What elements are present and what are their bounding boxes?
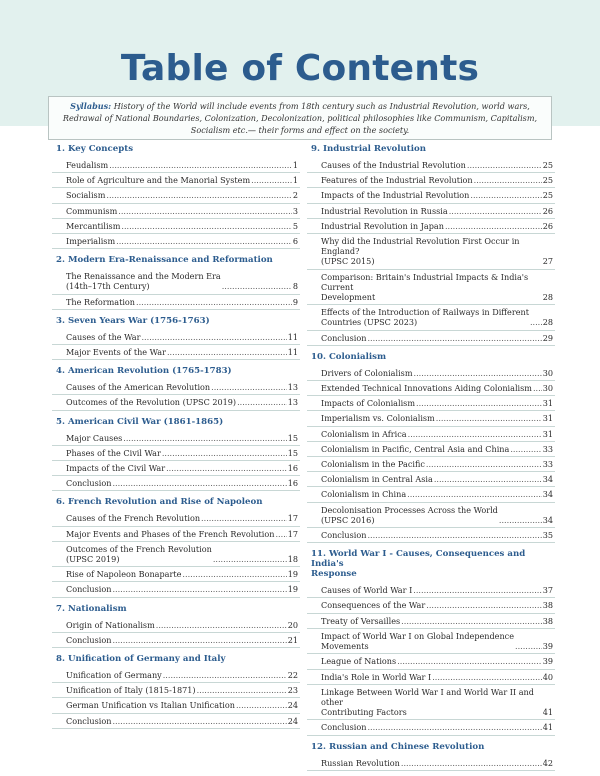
toc-entry[interactable]	[307, 457, 555, 472]
entry-title: Phases of the Civil War	[66, 447, 161, 458]
entry-title: Major Events and Phases of the French Revolution	[66, 528, 275, 539]
toc-entry[interactable]	[307, 396, 555, 411]
entry-title: Unification of Germany	[66, 670, 162, 681]
toc-entry[interactable]	[307, 366, 555, 381]
toc-left-column	[52, 144, 300, 735]
chapter-heading[interactable]: 2. Modern Era-Renaissance and Reformation	[56, 255, 273, 266]
entry-title: Extended Technical Innovations Aiding Colonialism	[321, 383, 532, 394]
entry-title: Causes of World War I	[321, 585, 413, 596]
entry-page-number: 25	[542, 190, 553, 201]
dot-leader	[121, 221, 291, 231]
dot-leader	[156, 620, 287, 630]
entry-title: Unification of Italy (1815-1871)	[66, 685, 196, 696]
entry-page-number: 28	[542, 292, 553, 303]
toc-entry[interactable]	[52, 567, 300, 582]
toc-entry[interactable]	[52, 219, 300, 234]
dot-leader	[367, 530, 541, 540]
entry-title: Causes of the French Revolution	[66, 513, 201, 524]
dot-leader	[367, 333, 541, 343]
entry-page-number: 24	[287, 700, 298, 711]
chapter	[307, 549, 555, 735]
entry-page-number: 42	[542, 757, 553, 768]
toc-right-column	[307, 144, 555, 776]
toc-entry[interactable]	[52, 269, 300, 294]
toc-entry[interactable]	[307, 411, 555, 426]
dot-leader	[449, 206, 542, 216]
entry-page-number: 2	[292, 190, 298, 201]
dot-leader	[251, 175, 292, 185]
toc-entry[interactable]	[307, 270, 555, 306]
entry-title: Why did the Industrial Revolution First Occur in England? (UPSC 2015)	[321, 236, 520, 267]
dot-leader	[118, 206, 292, 216]
chapter	[52, 604, 300, 648]
entry-title: Treaty of Versailles	[321, 615, 401, 626]
toc-entry[interactable]	[307, 158, 555, 173]
entry-title: Causes of the Industrial Revolution	[321, 160, 466, 170]
entry-title: Major Events of the War	[66, 347, 166, 358]
entry-title: Features of the Industrial Revolution	[321, 175, 473, 186]
dot-leader	[116, 236, 292, 246]
entry-title: German Unification vs Italian Unification	[66, 700, 235, 711]
dot-leader	[470, 190, 541, 200]
toc-entry[interactable]	[52, 582, 300, 597]
dot-leader	[109, 160, 292, 170]
toc-entry[interactable]	[52, 158, 300, 173]
chapter	[52, 654, 300, 729]
toc-entry[interactable]	[52, 295, 300, 310]
entry-page-number: 26	[542, 220, 553, 231]
dot-leader	[434, 474, 542, 484]
syllabus-text: History of the World will include events from 18th century such as Industrial Revolution, world wars, Redrawal of National Boundaries, Colonization, Decolonization, political philosophies like Communism, Capitalism, Socialism etc.— their forms and effect on the society.	[62, 101, 538, 135]
toc-entry[interactable]	[307, 381, 555, 396]
entry-page-number: 13	[287, 397, 298, 408]
dot-leader	[275, 529, 286, 539]
toc-entry[interactable]	[307, 188, 555, 203]
entry-title: Drivers of Colonialism	[321, 367, 413, 378]
dot-leader	[533, 383, 542, 393]
dot-leader	[211, 382, 287, 392]
entry-title: Causes of the American Revolution	[66, 382, 211, 393]
dot-leader	[426, 600, 541, 610]
toc-entry[interactable]	[307, 629, 555, 654]
dot-leader	[106, 190, 291, 200]
toc-entry[interactable]	[307, 331, 555, 346]
entry-page-number: 3	[292, 205, 298, 216]
dot-leader	[167, 347, 287, 357]
entry-title: Imperialism vs. Colonialism	[321, 413, 435, 424]
toc-entry[interactable]	[307, 427, 555, 442]
toc-entry[interactable]	[307, 720, 555, 735]
entry-title: Impacts of the Civil War	[66, 463, 166, 474]
dot-leader	[112, 584, 286, 594]
entry-page-number: 29	[542, 332, 553, 343]
entry-page-number: 11	[287, 347, 298, 358]
toc-entry[interactable]	[307, 670, 555, 685]
entry-page-number: 39	[542, 656, 553, 667]
toc-entry[interactable]	[307, 173, 555, 188]
chapter	[52, 255, 300, 310]
dot-leader	[474, 175, 542, 185]
dot-leader	[163, 670, 287, 680]
dot-leader	[416, 398, 542, 408]
entry-page-number: 34	[542, 514, 553, 525]
entry-page-number: 33	[542, 459, 553, 470]
entry-page-number: 6	[292, 236, 298, 247]
entry-title: The Reformation	[66, 296, 136, 307]
toc-entry[interactable]	[52, 431, 300, 446]
entry-page-number: 19	[287, 569, 298, 580]
dot-leader	[112, 635, 286, 645]
toc-entry[interactable]	[307, 204, 555, 219]
entry-title: Impacts of Colonialism	[321, 398, 415, 409]
page-title: Table of Contents	[120, 48, 480, 89]
entry-title: Decolonisation Processes Across the World (UPSC 2016)	[321, 504, 498, 525]
entry-title: Conclusion	[66, 715, 112, 726]
chapter	[307, 144, 555, 346]
entry-page-number: 5	[292, 220, 298, 231]
dot-leader	[237, 397, 287, 407]
dot-leader	[136, 297, 292, 307]
toc-entry[interactable]	[307, 654, 555, 669]
entry-page-number: 41	[542, 707, 553, 718]
entry-title: Causes of the War	[66, 331, 141, 342]
dot-leader	[499, 515, 542, 525]
entry-page-number: 30	[542, 383, 553, 394]
dot-leader	[401, 758, 542, 768]
entry-page-number: 34	[542, 489, 553, 500]
dot-leader	[112, 478, 286, 488]
entry-page-number: 18	[287, 554, 298, 565]
entry-page-number: 28	[542, 317, 553, 328]
entry-title: Industrial Revolution in Russia	[321, 205, 448, 216]
dot-leader	[141, 332, 286, 342]
entry-title: Colonialism in Central Asia	[321, 474, 433, 485]
toc-entry[interactable]	[52, 698, 300, 713]
entry-page-number: 33	[542, 443, 553, 454]
toc-entry[interactable]	[52, 714, 300, 729]
entry-page-number: 38	[542, 600, 553, 611]
toc-entry[interactable]	[307, 685, 555, 721]
entry-title: Role of Agriculture and the Manorial System	[66, 175, 251, 186]
toc-entry[interactable]	[52, 330, 300, 345]
dot-leader	[467, 160, 542, 170]
entry-page-number: 37	[542, 585, 553, 596]
entry-title: Impacts of the Industrial Revolution	[321, 190, 470, 201]
toc-entry[interactable]	[52, 234, 300, 249]
entry-title: Industrial Revolution in Japan	[321, 220, 444, 231]
toc-entry[interactable]	[52, 476, 300, 491]
toc-entry[interactable]	[52, 527, 300, 542]
entry-page-number: 25	[542, 160, 553, 170]
entry-page-number: 11	[287, 331, 298, 342]
dot-leader	[407, 489, 542, 499]
dot-leader	[414, 368, 542, 378]
entry-page-number: 17	[287, 513, 298, 524]
toc-entry[interactable]	[52, 542, 300, 567]
chapter-heading[interactable]: 4. American Revolution (1765-1783)	[56, 366, 232, 377]
entry-page-number: 8	[292, 281, 298, 292]
entry-page-number: 41	[542, 722, 553, 733]
dot-leader	[413, 585, 541, 595]
toc-entry[interactable]	[307, 487, 555, 502]
entry-page-number: 16	[287, 478, 298, 489]
toc-entry[interactable]	[307, 472, 555, 487]
dot-leader	[222, 281, 292, 291]
dot-leader	[201, 513, 287, 523]
dot-leader	[182, 569, 286, 579]
dot-leader	[112, 716, 286, 726]
entry-title: Colonialism in Africa	[321, 428, 407, 439]
chapter-heading[interactable]: 6. French Revolution and Rise of Napoleon	[56, 497, 263, 508]
entry-title: Conclusion	[321, 332, 367, 343]
entry-page-number: 1	[292, 160, 298, 170]
syllabus-box	[48, 96, 552, 140]
entry-title: Linkage Between World War I and World War II and other Contributing Factors	[321, 686, 534, 718]
dot-leader	[445, 221, 542, 231]
entry-title: The Renaissance and the Modern Era (14th–17th Century)	[66, 271, 221, 292]
entry-title: Colonialism in Pacific, Central Asia and China	[321, 443, 510, 454]
toc-entry[interactable]	[307, 234, 555, 270]
entry-title: Conclusion	[66, 634, 112, 645]
dot-leader	[510, 444, 541, 454]
toc-entry[interactable]	[52, 204, 300, 219]
entry-page-number: 38	[542, 615, 553, 626]
chapter-heading[interactable]: 1. Key Concepts	[56, 144, 134, 154]
toc-entry[interactable]	[52, 395, 300, 410]
entry-page-number: 15	[287, 432, 298, 443]
dot-leader	[426, 459, 542, 469]
toc-entry[interactable]	[307, 503, 555, 528]
toc-entry[interactable]	[52, 668, 300, 683]
entry-page-number: 23	[287, 685, 298, 696]
entry-page-number: 31	[542, 413, 553, 424]
toc-entry[interactable]	[52, 173, 300, 188]
entry-title: Outcomes of the French Revolution (UPSC 2019)	[66, 543, 212, 565]
entry-page-number: 20	[287, 619, 298, 630]
toc-entry[interactable]	[307, 305, 555, 330]
toc-entry[interactable]	[52, 446, 300, 461]
chapter-heading[interactable]: 9. Industrial Revolution	[311, 144, 426, 154]
chapter-heading[interactable]: 12. Russian and Chinese Revolution	[311, 741, 485, 752]
entry-page-number: 30	[542, 367, 553, 378]
entry-title: Comparison: Britain's Industrial Impacts & India's Current Development	[321, 271, 529, 303]
entry-page-number: 27	[542, 256, 553, 267]
entry-page-number: 22	[287, 670, 298, 681]
entry-title: Conclusion	[321, 530, 367, 541]
entry-page-number: 40	[542, 671, 553, 682]
chapter-heading[interactable]: 11. World War I - Causes, Consequences and India's Response	[311, 549, 526, 580]
toc-entry[interactable]	[52, 618, 300, 633]
toc-entry[interactable]	[52, 633, 300, 648]
chapter	[52, 316, 300, 360]
entry-page-number: 17	[287, 528, 298, 539]
entry-page-number: 13	[287, 382, 298, 393]
entry-title: Mercantilism	[66, 220, 121, 231]
toc-entry[interactable]	[307, 583, 555, 598]
entry-title: Conclusion	[66, 478, 112, 489]
toc-entry[interactable]	[307, 614, 555, 629]
toc-entry[interactable]	[52, 683, 300, 698]
toc-entry[interactable]	[52, 380, 300, 395]
dot-leader	[530, 317, 542, 327]
entry-title: Socialism	[66, 190, 106, 201]
toc-entry[interactable]	[307, 442, 555, 457]
entry-page-number: 39	[542, 641, 553, 652]
chapter	[307, 742, 555, 771]
chapter-heading[interactable]: 8. Unification of Germany and Italy	[56, 654, 226, 665]
chapter	[52, 497, 300, 597]
entry-page-number: 24	[287, 715, 298, 726]
entry-title: Feudalism	[66, 160, 109, 170]
entry-page-number: 19	[287, 584, 298, 595]
dot-leader	[123, 433, 286, 443]
toc-entry[interactable]	[52, 188, 300, 203]
entry-page-number: 31	[542, 428, 553, 439]
chapter-heading[interactable]: 3. Seven Years War (1756-1763)	[56, 315, 210, 326]
toc-entry[interactable]	[307, 528, 555, 543]
chapter	[52, 144, 300, 249]
dot-leader	[436, 413, 542, 423]
entry-title: Origin of Nationalism	[66, 619, 155, 630]
dot-leader	[367, 722, 541, 732]
entry-page-number: 1	[292, 175, 298, 186]
entry-title: Consequences of the War	[321, 600, 426, 611]
toc-entry[interactable]	[307, 219, 555, 234]
toc-entry[interactable]	[52, 345, 300, 360]
chapter-heading[interactable]: 5. American Civil War (1861-1865)	[56, 416, 224, 427]
entry-title: Conclusion	[321, 722, 367, 733]
entry-title: Rise of Napoleon Bonaparte	[66, 569, 182, 580]
dot-leader	[213, 554, 287, 564]
entry-title: Colonialism in the Pacific	[321, 459, 425, 470]
entry-title: Communism	[66, 205, 118, 216]
entry-title: League of Nations	[321, 656, 397, 667]
entry-page-number: 35	[542, 530, 553, 541]
toc-entry[interactable]	[52, 461, 300, 476]
entry-title: Colonialism in China	[321, 489, 407, 500]
entry-page-number: 31	[542, 398, 553, 409]
entry-title: India's Role in World War I	[321, 671, 432, 682]
entry-title: Outcomes of the Revolution (UPSC 2019)	[66, 397, 237, 408]
chapter-heading[interactable]: 7. Nationalism	[56, 603, 127, 614]
chapter	[52, 417, 300, 492]
entry-title: Major Causes	[66, 432, 123, 443]
entry-page-number: 15	[287, 447, 298, 458]
dot-leader	[162, 448, 287, 458]
toc-entry[interactable]	[52, 511, 300, 526]
entry-title: Conclusion	[66, 584, 112, 595]
dot-leader	[432, 672, 542, 682]
entry-title: Imperialism	[66, 236, 116, 247]
entry-page-number: 21	[287, 634, 298, 645]
chapter	[52, 366, 300, 410]
dot-leader	[166, 463, 287, 473]
chapter	[307, 352, 555, 543]
dot-leader	[401, 616, 542, 626]
toc-entry[interactable]	[307, 756, 555, 771]
entry-page-number: 9	[292, 296, 298, 307]
entry-page-number: 16	[287, 463, 298, 474]
toc-entry[interactable]	[307, 598, 555, 613]
dot-leader	[236, 700, 287, 710]
entry-page-number: 25	[542, 175, 553, 186]
syllabus-label: Syllabus:	[70, 101, 112, 111]
dot-leader	[397, 656, 542, 666]
dot-leader	[408, 429, 542, 439]
entry-title: Effects of the Introduction of Railways in Different Countries (UPSC 2023)	[321, 307, 529, 328]
dot-leader	[515, 641, 542, 651]
chapter-heading[interactable]: 10. Colonialism	[311, 351, 387, 362]
entry-page-number: 34	[542, 474, 553, 485]
dot-leader	[197, 685, 287, 695]
entry-title: Impact of World War I on Global Independence Movements	[321, 630, 515, 652]
entry-page-number: 26	[542, 205, 553, 216]
entry-title: Russian Revolution	[321, 757, 400, 768]
